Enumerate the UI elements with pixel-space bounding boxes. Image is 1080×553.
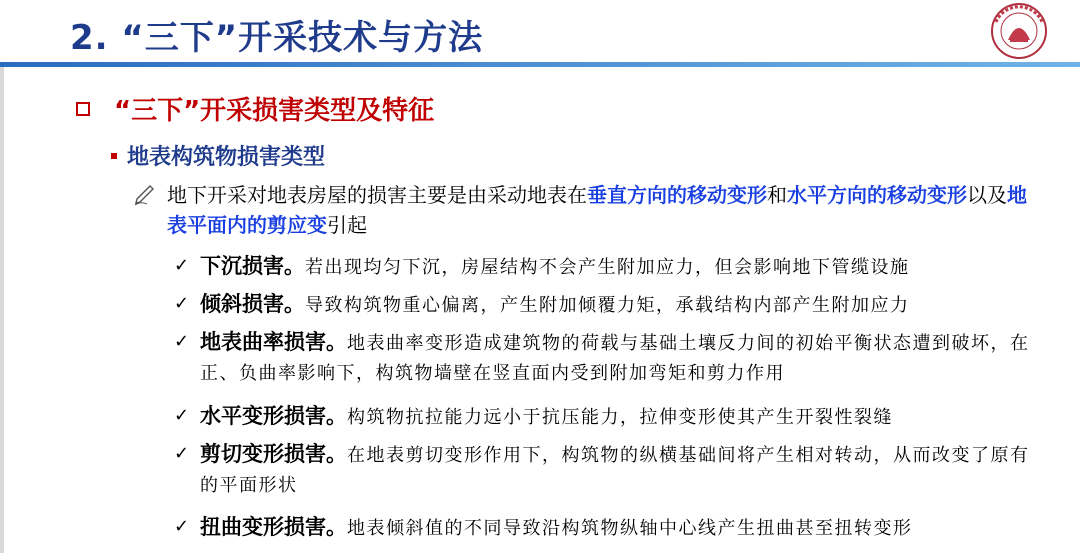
page-title: 2. “三下”开采技术与方法 [70, 18, 484, 58]
list-item [174, 512, 1034, 544]
check-icon: ✓ [174, 516, 190, 537]
list-item [174, 401, 1034, 433]
square-bullet-small-icon [111, 153, 117, 159]
item-desc: 导致构筑物重心偏离，产生附加倾覆力矩，承载结构内部产生附加应力 [305, 295, 910, 316]
list-item [174, 327, 1034, 389]
left-border [0, 0, 4, 553]
check-icon: ✓ [174, 255, 190, 276]
intro-text [167, 180, 1033, 240]
intro-highlight-horizontal: 水平方向的移动变形 [787, 183, 967, 207]
item-name: 扭曲变形损害。 [200, 515, 347, 539]
intro-part-2: 和 [767, 183, 787, 207]
intro-part-1: 地下开采对地表房屋的损害主要是由采动地表在 [167, 183, 587, 207]
intro-part-3: 以及 [967, 183, 1007, 207]
section-heading [76, 90, 434, 127]
check-icon: ✓ [174, 293, 190, 314]
intro-paragraph [133, 180, 1033, 240]
item-desc: 在地表剪切变形作用下，构筑物的纵横基础间将产生相对转动，从而改变了原有的平面形状 [200, 445, 1030, 496]
university-seal-icon [986, 2, 1052, 60]
section-heading-text: “三下”开采损害类型及特征 [114, 96, 435, 126]
item-name: 水平变形损害。 [200, 404, 347, 428]
item-name: 剪切变形损害。 [200, 442, 347, 466]
item-desc: 若出现均匀下沉，房屋结构不会产生附加应力，但会影响地下管缆设施 [305, 257, 910, 278]
list-item [174, 251, 1034, 283]
item-desc: 构筑物抗拉能力远小于抗压能力，拉伸变形使其产生开裂性裂缝 [347, 407, 893, 428]
check-icon: ✓ [174, 443, 190, 464]
title-bar [0, 0, 1080, 62]
check-icon: ✓ [174, 331, 190, 352]
item-name: 地表曲率损害。 [200, 330, 347, 354]
intro-part-4: 引起 [327, 213, 367, 237]
intro-highlight-vertical: 垂直方向的移动变形 [587, 183, 767, 207]
check-icon: ✓ [174, 405, 190, 426]
sub-heading-text: 地表构筑物损害类型 [127, 145, 326, 170]
item-name: 下沉损害。 [200, 254, 305, 278]
pencil-icon [133, 184, 157, 206]
sub-heading [111, 140, 325, 171]
intro-highlight-shear: 地表平面内的剪应变 [167, 183, 1027, 237]
item-name: 倾斜损害。 [200, 292, 305, 316]
item-desc: 地表倾斜值的不同导致沿构筑物纵轴中心线产生扭曲甚至扭转变形 [347, 518, 913, 539]
title-underline [0, 62, 1080, 67]
list-item [174, 289, 1034, 321]
item-desc: 地表曲率变形造成建筑物的荷载与基础土壤反力间的初始平衡状态遭到破坏，在正、负曲率影响下，构筑物墙壁在竖直面内受到附加弯矩和剪力作用 [200, 333, 1030, 384]
square-bullet-icon [76, 102, 90, 116]
list-item [174, 439, 1034, 501]
